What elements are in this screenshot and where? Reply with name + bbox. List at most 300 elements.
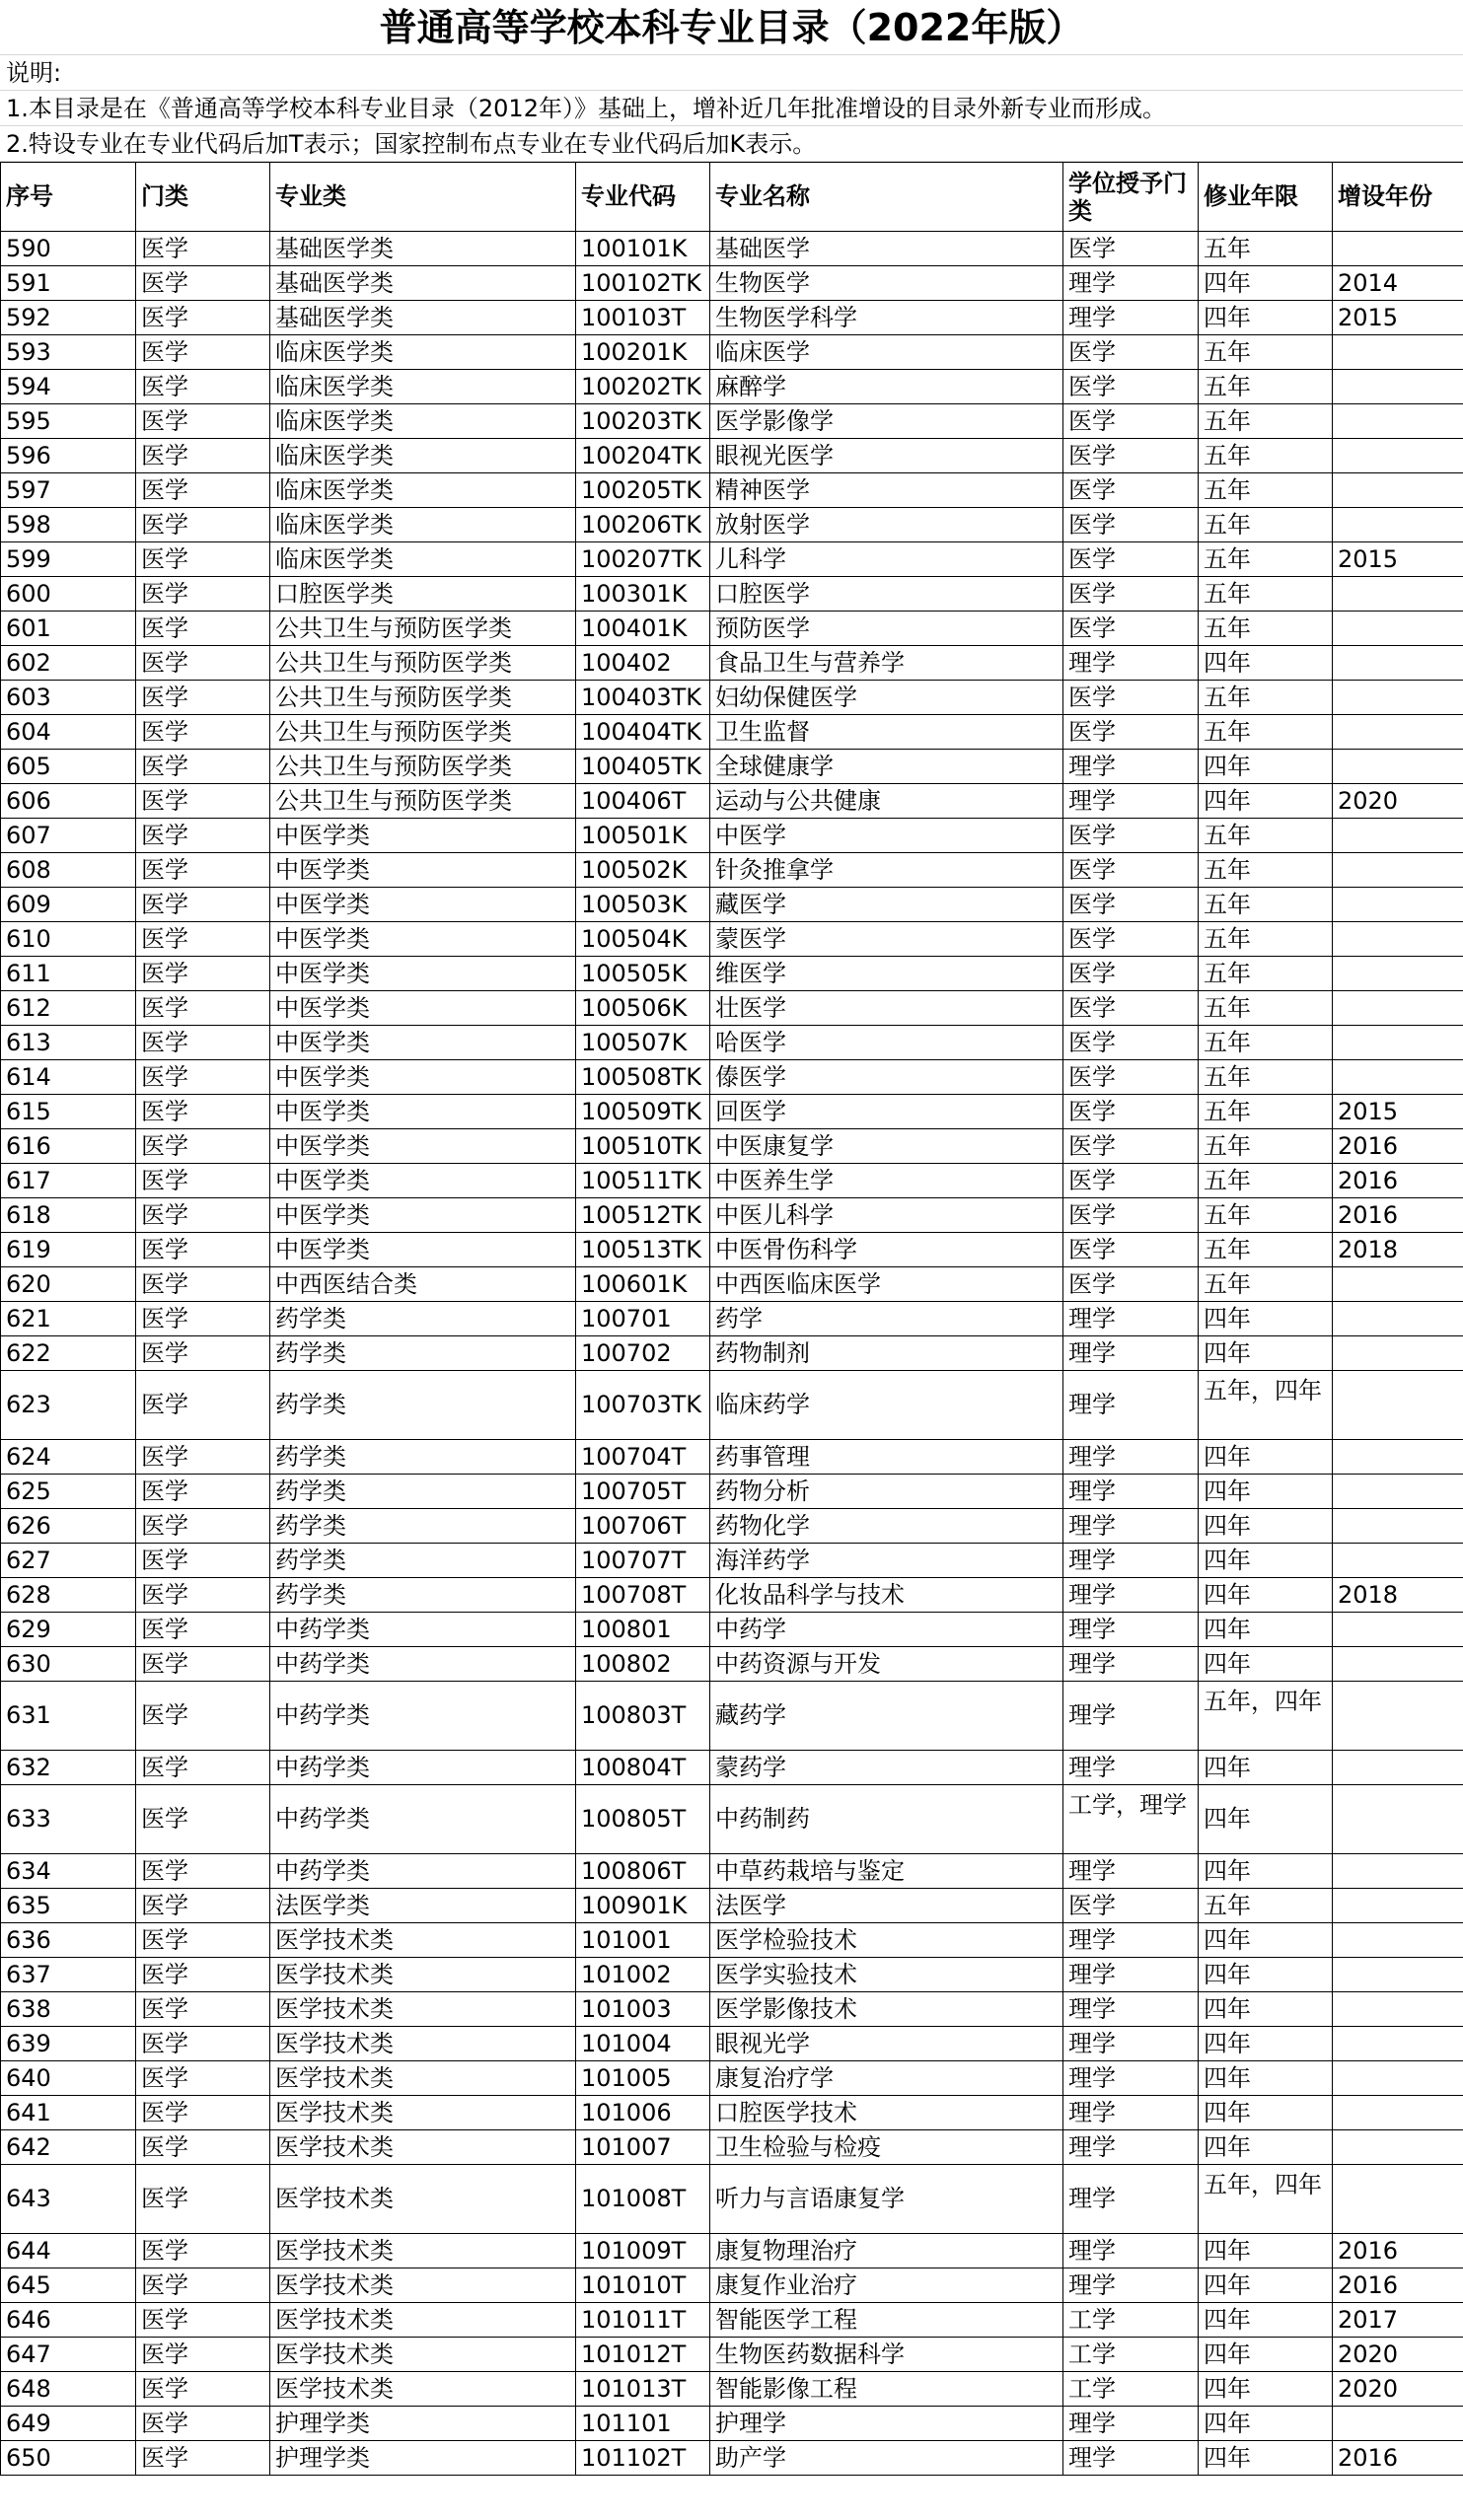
cell-year-added [1333, 1958, 1463, 1992]
cell-major-class: 公共卫生与预防医学类 [270, 784, 576, 819]
cell-major-class: 中医学类 [270, 853, 576, 888]
cell-index: 611 [1, 957, 136, 991]
cell-year-added [1333, 888, 1463, 922]
cell-category: 医学 [136, 922, 270, 957]
cell-index: 606 [1, 784, 136, 819]
cell-major-name: 蒙药学 [710, 1751, 1063, 1785]
cell-major-name: 中药学 [710, 1613, 1063, 1647]
cell-degree: 医学 [1063, 1060, 1199, 1095]
cell-year-added [1333, 681, 1463, 715]
cell-major-class: 医学技术类 [270, 2027, 576, 2061]
cell-major-code: 100803T [576, 1682, 710, 1751]
cell-degree: 医学 [1063, 473, 1199, 508]
cell-major-code: 101002 [576, 1958, 710, 1992]
cell-major-name: 药事管理 [710, 1440, 1063, 1475]
table-row [1, 853, 1463, 888]
cell-duration: 五年 [1199, 612, 1333, 646]
table-row [1, 439, 1463, 473]
cell-degree: 理学 [1063, 2165, 1199, 2234]
cell-major-code: 101011T [576, 2303, 710, 2338]
cell-category: 医学 [136, 577, 270, 612]
table-row [1, 1371, 1463, 1440]
cell-category: 医学 [136, 1267, 270, 1302]
table-row [1, 2268, 1463, 2303]
cell-degree: 医学 [1063, 335, 1199, 370]
cell-index: 603 [1, 681, 136, 715]
cell-category: 医学 [136, 1164, 270, 1198]
cell-category: 医学 [136, 2303, 270, 2338]
table-row [1, 750, 1463, 784]
cell-major-name: 回医学 [710, 1095, 1063, 1129]
table-row [1, 888, 1463, 922]
cell-major-class: 临床医学类 [270, 473, 576, 508]
cell-major-class: 中医学类 [270, 1164, 576, 1198]
cell-year-added [1333, 232, 1463, 266]
table-row [1, 335, 1463, 370]
cell-major-name: 中药制药 [710, 1785, 1063, 1854]
table-row [1, 1198, 1463, 1233]
cell-category: 医学 [136, 1440, 270, 1475]
cell-year-added [1333, 1336, 1463, 1371]
cell-degree: 医学 [1063, 888, 1199, 922]
cell-category: 医学 [136, 542, 270, 577]
table-row [1, 1578, 1463, 1613]
cell-index: 647 [1, 2338, 136, 2372]
cell-degree: 医学 [1063, 819, 1199, 853]
table-row [1, 1060, 1463, 1095]
col-header-category: 门类 [136, 163, 270, 232]
table-row [1, 2061, 1463, 2096]
cell-year-added [1333, 2165, 1463, 2234]
cell-major-code: 100502K [576, 853, 710, 888]
note-line-1: 1.本目录是在《普通高等学校本科专业目录（2012年）》基础上，增补近几年批准增设的目录外新专业而形成。 [0, 91, 1463, 126]
table-row [1, 1302, 1463, 1336]
table-body [1, 232, 1463, 2476]
cell-major-class: 临床医学类 [270, 542, 576, 577]
table-row [1, 2441, 1463, 2476]
cell-major-code: 100207TK [576, 542, 710, 577]
cell-duration: 四年 [1199, 2130, 1333, 2165]
major-catalog-table [0, 162, 1463, 2476]
cell-major-class: 中医学类 [270, 1129, 576, 1164]
cell-duration: 四年 [1199, 1336, 1333, 1371]
cell-major-class: 临床医学类 [270, 439, 576, 473]
table-row [1, 1958, 1463, 1992]
cell-major-code: 100503K [576, 888, 710, 922]
cell-major-class: 中西医结合类 [270, 1267, 576, 1302]
cell-category: 医学 [136, 1682, 270, 1751]
cell-duration: 四年 [1199, 1302, 1333, 1336]
cell-year-added [1333, 508, 1463, 542]
cell-duration: 五年 [1199, 404, 1333, 439]
cell-major-code: 100204TK [576, 439, 710, 473]
table-row [1, 957, 1463, 991]
cell-category: 医学 [136, 2441, 270, 2476]
cell-major-name: 哈医学 [710, 1026, 1063, 1060]
table-row [1, 542, 1463, 577]
cell-major-class: 医学技术类 [270, 2303, 576, 2338]
cell-index: 637 [1, 1958, 136, 1992]
cell-duration: 四年 [1199, 2027, 1333, 2061]
cell-year-added [1333, 473, 1463, 508]
cell-major-name: 傣医学 [710, 1060, 1063, 1095]
cell-year-added [1333, 2407, 1463, 2441]
cell-major-name: 口腔医学 [710, 577, 1063, 612]
col-header-degree: 学位授予门类 [1063, 163, 1199, 232]
cell-major-name: 医学影像技术 [710, 1992, 1063, 2027]
cell-index: 650 [1, 2441, 136, 2476]
cell-degree: 理学 [1063, 784, 1199, 819]
cell-major-code: 100708T [576, 1578, 710, 1613]
cell-index: 615 [1, 1095, 136, 1129]
cell-year-added [1333, 577, 1463, 612]
cell-duration: 五年，四年 [1199, 1682, 1333, 1751]
cell-major-code: 100705T [576, 1475, 710, 1509]
cell-major-class: 中药学类 [270, 1613, 576, 1647]
cell-major-class: 中医学类 [270, 922, 576, 957]
cell-degree: 医学 [1063, 1129, 1199, 1164]
cell-category: 医学 [136, 1371, 270, 1440]
cell-major-code: 101101 [576, 2407, 710, 2441]
cell-major-name: 智能影像工程 [710, 2372, 1063, 2407]
cell-major-code: 100201K [576, 335, 710, 370]
cell-duration: 四年 [1199, 646, 1333, 681]
cell-category: 医学 [136, 266, 270, 301]
cell-major-name: 食品卫生与营养学 [710, 646, 1063, 681]
cell-year-added [1333, 1613, 1463, 1647]
cell-major-name: 中医康复学 [710, 1129, 1063, 1164]
cell-category: 医学 [136, 957, 270, 991]
table-row [1, 1544, 1463, 1578]
cell-category: 医学 [136, 1923, 270, 1958]
cell-major-code: 100508TK [576, 1060, 710, 1095]
cell-major-name: 妇幼保健医学 [710, 681, 1063, 715]
cell-major-class: 中药学类 [270, 1751, 576, 1785]
cell-major-name: 生物医药数据科学 [710, 2338, 1063, 2372]
cell-index: 593 [1, 335, 136, 370]
cell-major-class: 公共卫生与预防医学类 [270, 612, 576, 646]
table-row [1, 404, 1463, 439]
cell-index: 638 [1, 1992, 136, 2027]
cell-duration: 四年 [1199, 1958, 1333, 1992]
table-row [1, 1267, 1463, 1302]
cell-duration: 四年 [1199, 1475, 1333, 1509]
cell-major-name: 运动与公共健康 [710, 784, 1063, 819]
cell-major-name: 眼视光医学 [710, 439, 1063, 473]
cell-duration: 四年 [1199, 750, 1333, 784]
cell-category: 医学 [136, 1129, 270, 1164]
cell-index: 595 [1, 404, 136, 439]
cell-major-code: 100101K [576, 232, 710, 266]
cell-year-added [1333, 1889, 1463, 1923]
cell-year-added [1333, 750, 1463, 784]
col-header-year-added: 增设年份 [1333, 163, 1463, 232]
cell-major-name: 药物分析 [710, 1475, 1063, 1509]
cell-duration: 五年，四年 [1199, 2165, 1333, 2234]
cell-index: 592 [1, 301, 136, 335]
cell-duration: 四年 [1199, 1751, 1333, 1785]
cell-year-added: 2020 [1333, 784, 1463, 819]
cell-degree: 医学 [1063, 1267, 1199, 1302]
cell-major-name: 海洋药学 [710, 1544, 1063, 1578]
cell-index: 613 [1, 1026, 136, 1060]
cell-year-added [1333, 370, 1463, 404]
cell-major-code: 100703TK [576, 1371, 710, 1440]
cell-degree: 医学 [1063, 681, 1199, 715]
table-row [1, 1992, 1463, 2027]
cell-major-code: 100901K [576, 1889, 710, 1923]
cell-major-code: 101102T [576, 2441, 710, 2476]
cell-major-code: 100805T [576, 1785, 710, 1854]
cell-major-class: 法医学类 [270, 1889, 576, 1923]
cell-duration: 五年 [1199, 473, 1333, 508]
cell-category: 医学 [136, 508, 270, 542]
cell-category: 医学 [136, 646, 270, 681]
cell-major-code: 101006 [576, 2096, 710, 2130]
table-row [1, 1475, 1463, 1509]
cell-duration: 五年 [1199, 1164, 1333, 1198]
cell-category: 医学 [136, 1509, 270, 1544]
cell-duration: 五年 [1199, 439, 1333, 473]
cell-major-class: 中医学类 [270, 1095, 576, 1129]
cell-index: 625 [1, 1475, 136, 1509]
cell-degree: 工学 [1063, 2338, 1199, 2372]
cell-category: 医学 [136, 1336, 270, 1371]
cell-major-class: 中药学类 [270, 1682, 576, 1751]
notes-heading: 说明: [0, 55, 1463, 91]
cell-index: 642 [1, 2130, 136, 2165]
cell-degree: 医学 [1063, 577, 1199, 612]
cell-duration: 四年 [1199, 2303, 1333, 2338]
cell-major-name: 预防医学 [710, 612, 1063, 646]
cell-duration: 四年 [1199, 2441, 1333, 2476]
cell-major-class: 临床医学类 [270, 370, 576, 404]
cell-major-code: 100511TK [576, 1164, 710, 1198]
cell-major-code: 100601K [576, 1267, 710, 1302]
cell-category: 医学 [136, 2372, 270, 2407]
cell-degree: 理学 [1063, 1854, 1199, 1889]
cell-category: 医学 [136, 404, 270, 439]
cell-index: 594 [1, 370, 136, 404]
cell-degree: 理学 [1063, 1992, 1199, 2027]
table-row [1, 1026, 1463, 1060]
cell-index: 599 [1, 542, 136, 577]
cell-major-class: 医学技术类 [270, 1923, 576, 1958]
table-row [1, 1509, 1463, 1544]
cell-index: 609 [1, 888, 136, 922]
cell-index: 648 [1, 2372, 136, 2407]
table-row [1, 2165, 1463, 2234]
cell-index: 639 [1, 2027, 136, 2061]
table-row [1, 819, 1463, 853]
cell-major-name: 中医儿科学 [710, 1198, 1063, 1233]
cell-major-code: 101001 [576, 1923, 710, 1958]
cell-major-code: 101008T [576, 2165, 710, 2234]
cell-index: 632 [1, 1751, 136, 1785]
cell-year-added [1333, 1440, 1463, 1475]
cell-major-code: 100510TK [576, 1129, 710, 1164]
cell-major-class: 药学类 [270, 1509, 576, 1544]
cell-category: 医学 [136, 232, 270, 266]
cell-duration: 五年 [1199, 577, 1333, 612]
cell-major-name: 卫生监督 [710, 715, 1063, 750]
cell-degree: 医学 [1063, 1026, 1199, 1060]
cell-duration: 五年 [1199, 819, 1333, 853]
cell-major-name: 听力与言语康复学 [710, 2165, 1063, 2234]
cell-major-name: 化妆品科学与技术 [710, 1578, 1063, 1613]
note-line-2: 2.特设专业在专业代码后加T表示；国家控制布点专业在专业代码后加K表示。 [0, 126, 1463, 162]
cell-major-code: 100206TK [576, 508, 710, 542]
cell-year-added [1333, 335, 1463, 370]
cell-major-class: 中医学类 [270, 1026, 576, 1060]
cell-year-added [1333, 819, 1463, 853]
cell-major-name: 生物医学 [710, 266, 1063, 301]
cell-year-added: 2017 [1333, 2303, 1463, 2338]
cell-major-code: 100702 [576, 1336, 710, 1371]
cell-duration: 五年 [1199, 1889, 1333, 1923]
cell-index: 597 [1, 473, 136, 508]
cell-major-class: 公共卫生与预防医学类 [270, 715, 576, 750]
cell-year-added [1333, 404, 1463, 439]
cell-major-code: 100103T [576, 301, 710, 335]
cell-degree: 理学 [1063, 2027, 1199, 2061]
cell-degree: 理学 [1063, 301, 1199, 335]
cell-category: 医学 [136, 1095, 270, 1129]
cell-major-name: 全球健康学 [710, 750, 1063, 784]
cell-year-added [1333, 1026, 1463, 1060]
cell-duration: 四年 [1199, 2096, 1333, 2130]
cell-index: 605 [1, 750, 136, 784]
cell-index: 596 [1, 439, 136, 473]
cell-degree: 医学 [1063, 1889, 1199, 1923]
cell-year-added [1333, 1992, 1463, 2027]
table-row [1, 1751, 1463, 1785]
cell-major-code: 100504K [576, 922, 710, 957]
cell-index: 626 [1, 1509, 136, 1544]
cell-major-name: 康复作业治疗 [710, 2268, 1063, 2303]
cell-major-class: 临床医学类 [270, 404, 576, 439]
cell-year-added [1333, 1854, 1463, 1889]
cell-category: 医学 [136, 1060, 270, 1095]
cell-duration: 四年 [1199, 1923, 1333, 1958]
cell-category: 医学 [136, 1302, 270, 1336]
table-row [1, 1854, 1463, 1889]
cell-degree: 医学 [1063, 957, 1199, 991]
cell-major-name: 精神医学 [710, 473, 1063, 508]
cell-major-name: 护理学 [710, 2407, 1063, 2441]
cell-index: 630 [1, 1647, 136, 1682]
cell-degree: 医学 [1063, 853, 1199, 888]
cell-degree: 理学 [1063, 266, 1199, 301]
cell-index: 614 [1, 1060, 136, 1095]
cell-degree: 理学 [1063, 2407, 1199, 2441]
table-row [1, 1923, 1463, 1958]
table-row [1, 508, 1463, 542]
cell-index: 602 [1, 646, 136, 681]
cell-degree: 理学 [1063, 1958, 1199, 1992]
table-row [1, 1129, 1463, 1164]
notes [0, 55, 1463, 162]
cell-major-code: 100506K [576, 991, 710, 1026]
cell-major-class: 药学类 [270, 1336, 576, 1371]
cell-major-code: 100507K [576, 1026, 710, 1060]
cell-major-class: 药学类 [270, 1578, 576, 1613]
table-row [1, 2096, 1463, 2130]
cell-duration: 四年 [1199, 1578, 1333, 1613]
cell-major-name: 康复治疗学 [710, 2061, 1063, 2096]
cell-year-added [1333, 1923, 1463, 1958]
cell-index: 608 [1, 853, 136, 888]
cell-category: 医学 [136, 1992, 270, 2027]
cell-category: 医学 [136, 1198, 270, 1233]
cell-year-added [1333, 1302, 1463, 1336]
cell-category: 医学 [136, 439, 270, 473]
cell-major-name: 麻醉学 [710, 370, 1063, 404]
col-header-index: 序号 [1, 163, 136, 232]
cell-major-code: 100707T [576, 1544, 710, 1578]
cell-major-name: 蒙医学 [710, 922, 1063, 957]
cell-major-class: 公共卫生与预防医学类 [270, 681, 576, 715]
cell-year-added [1333, 1509, 1463, 1544]
col-header-major-code: 专业代码 [576, 163, 710, 232]
cell-index: 591 [1, 266, 136, 301]
cell-category: 医学 [136, 301, 270, 335]
cell-year-added [1333, 612, 1463, 646]
cell-degree: 医学 [1063, 1095, 1199, 1129]
cell-index: 629 [1, 1613, 136, 1647]
cell-year-added: 2020 [1333, 2338, 1463, 2372]
cell-category: 医学 [136, 853, 270, 888]
cell-year-added [1333, 1785, 1463, 1854]
cell-major-class: 医学技术类 [270, 1992, 576, 2027]
cell-degree: 医学 [1063, 612, 1199, 646]
cell-major-code: 100802 [576, 1647, 710, 1682]
cell-index: 610 [1, 922, 136, 957]
cell-major-name: 藏药学 [710, 1682, 1063, 1751]
cell-major-name: 针灸推拿学 [710, 853, 1063, 888]
cell-major-code: 101013T [576, 2372, 710, 2407]
cell-major-name: 中西医临床医学 [710, 1267, 1063, 1302]
cell-year-added: 2020 [1333, 2372, 1463, 2407]
cell-year-added: 2016 [1333, 2268, 1463, 2303]
cell-major-class: 医学技术类 [270, 2061, 576, 2096]
cell-category: 医学 [136, 2234, 270, 2268]
cell-index: 633 [1, 1785, 136, 1854]
cell-index: 607 [1, 819, 136, 853]
cell-category: 医学 [136, 750, 270, 784]
cell-category: 医学 [136, 370, 270, 404]
cell-degree: 医学 [1063, 991, 1199, 1026]
table-row [1, 301, 1463, 335]
cell-index: 604 [1, 715, 136, 750]
table-row [1, 473, 1463, 508]
table-row [1, 370, 1463, 404]
cell-category: 医学 [136, 2268, 270, 2303]
cell-degree: 理学 [1063, 2441, 1199, 2476]
cell-major-class: 基础医学类 [270, 301, 576, 335]
cell-major-code: 100301K [576, 577, 710, 612]
cell-major-class: 药学类 [270, 1302, 576, 1336]
cell-index: 627 [1, 1544, 136, 1578]
cell-major-name: 放射医学 [710, 508, 1063, 542]
cell-degree: 医学 [1063, 542, 1199, 577]
cell-major-code: 100203TK [576, 404, 710, 439]
cell-major-name: 中医养生学 [710, 1164, 1063, 1198]
cell-index: 590 [1, 232, 136, 266]
cell-major-class: 公共卫生与预防医学类 [270, 646, 576, 681]
cell-major-name: 中药资源与开发 [710, 1647, 1063, 1682]
cell-duration: 四年 [1199, 1509, 1333, 1544]
